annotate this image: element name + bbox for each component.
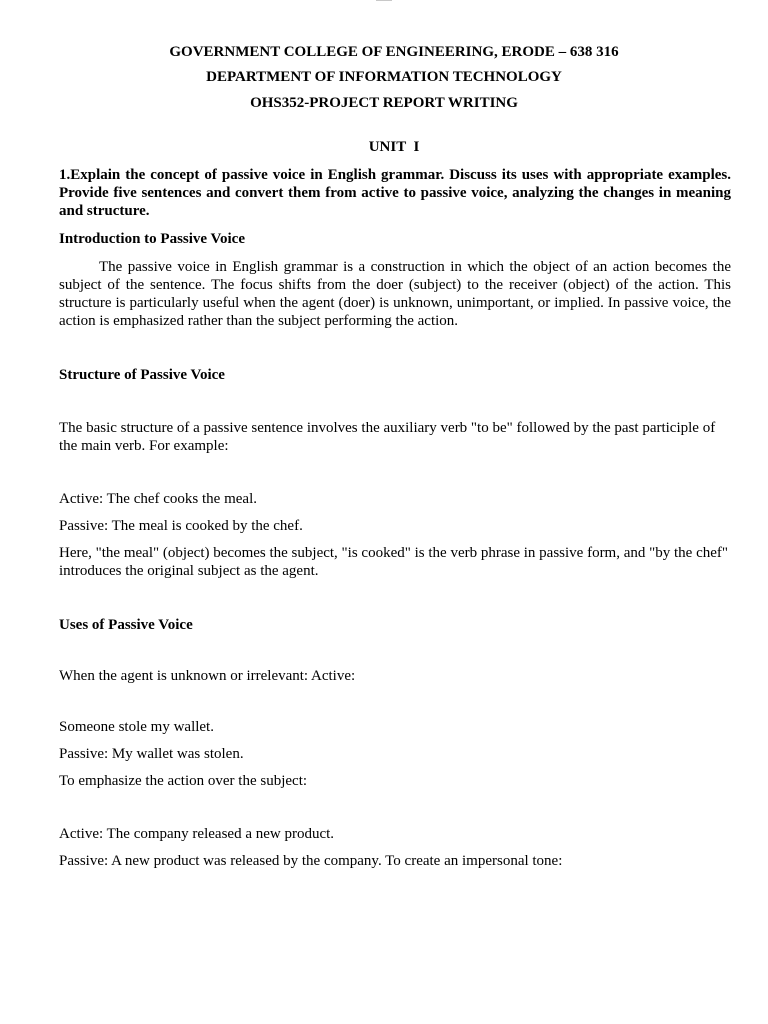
use2-active: Active: The company released a new product. — [59, 826, 335, 842]
structure-paragraph: The basic structure of a passive sentence involves the auxiliary verb "to be" followed by the past participle of the main verb. For example: — [59, 420, 716, 454]
question-text: 1.Explain the concept of passive voice in English grammar. Discuss its uses with appropriate examples. Provide five sentences and convert them from active to passive voice, analyzing the changes in meaning and structure. — [59, 167, 731, 219]
use2-text: To emphasize the action over the subject: — [59, 773, 308, 789]
example-active: Active: The chef cooks the meal. — [59, 491, 257, 507]
use1-text: When the agent is unknown or irrelevant: Active: — [59, 668, 356, 684]
page-top-marker — [376, 0, 392, 1]
course-title: OHS352-PROJECT REPORT WRITING — [250, 95, 518, 111]
intro-heading: Introduction to Passive Voice — [59, 231, 245, 247]
use1-active: Someone stole my wallet. — [59, 719, 214, 735]
structure-heading: Structure of Passive Voice — [59, 367, 225, 383]
example-passive: Passive: The meal is cooked by the chef. — [59, 518, 303, 534]
college-name: GOVERNMENT COLLEGE OF ENGINEERING, ERODE – 638 316 — [169, 44, 619, 60]
uses-heading: Uses of Passive Voice — [59, 617, 193, 633]
intro-paragraph: The passive voice in English grammar is a construction in which the object of an action becomes the subject of the sentence. The focus shifts from the doer (subject) to the receiver (object) of the action. This structure is particularly useful when the agent (doer) is unknown, unimportant, or implied. In passive voice, the action is emphasized rather than the subject performing the action. — [59, 259, 731, 329]
use1-passive: Passive: My wallet was stolen. — [59, 746, 244, 762]
example-explanation: Here, "the meal" (object) becomes the subject, "is cooked" is the verb phrase in passive form, and "by the chef" introduces the original subject as the agent. — [59, 545, 729, 579]
unit-title: UNIT I — [368, 139, 420, 155]
use2-passive: Passive: A new product was released by the company. To create an impersonal tone: — [59, 853, 563, 869]
department-name: DEPARTMENT OF INFORMATION TECHNOLOGY — [206, 69, 562, 85]
